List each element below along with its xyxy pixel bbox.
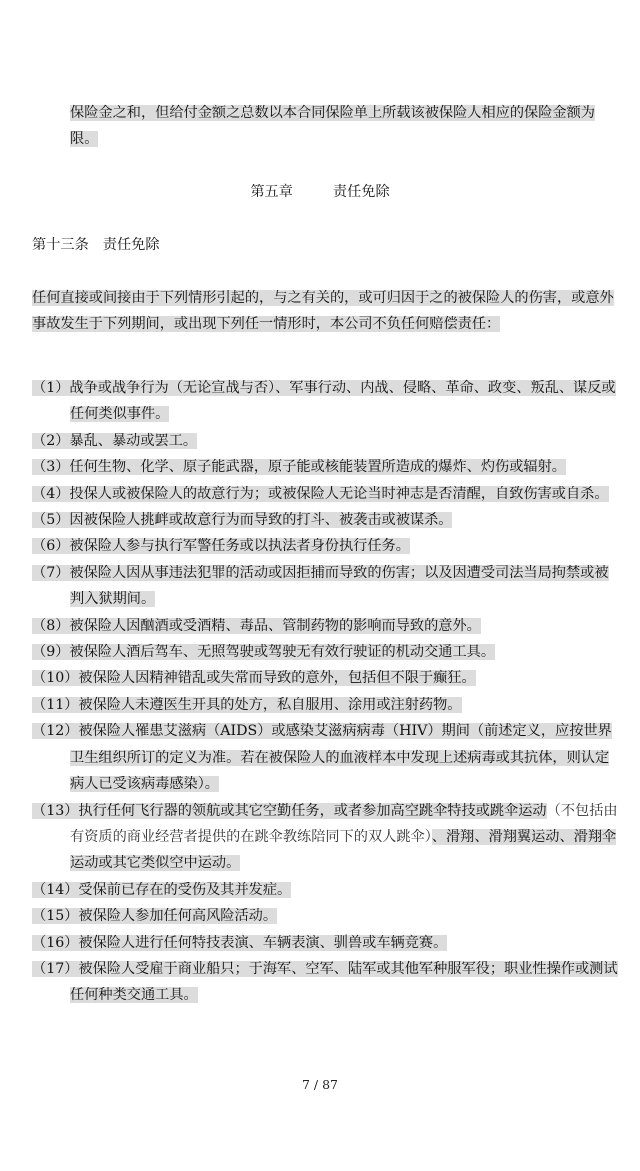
- list-item: （15）被保险人参加任何高风险活动。: [32, 908, 278, 925]
- chapter-title: 责任免除: [332, 184, 390, 200]
- list-item: （5）因被保险人挑衅或故意行为而导致的打斗、被袭击或被谋杀。: [32, 512, 453, 529]
- list-item: （8）被保险人因酗酒或受酒精、毒品、管制药物的影响而导致的意外。: [32, 617, 481, 634]
- page-number: 7 / 87: [301, 1077, 339, 1092]
- intro-paragraph: [32, 285, 616, 337]
- list-item: （2）暴乱、暴动或罢工。: [32, 432, 198, 449]
- chapter-heading: [0, 180, 640, 204]
- list-item: （1）战争或战争行为（无论宣战与否）、军事行动、内战、侵略、革命、政变、叛乱、谋反或任何类似事件。: [32, 380, 616, 423]
- list-item: （7）被保险人因从事违法犯罪的活动或因拒捕而导致的伤害；以及因遭受司法当局拘禁或被判入狱期间。: [32, 564, 609, 608]
- list-item: （9）被保险人酒后驾车、无照驾驶或驾驶无有效行驶证的机动交通工具。: [32, 644, 496, 661]
- list-item: （12）被保险人罹患艾滋病（AIDS）或感染艾滋病病毒（HIV）期间（前述定义，应按世界卫生组织所订的定义为准。若在被保险人的血液样本中发现上述病毒或其抗体，则认定病人已受该病毒感染）。: [32, 723, 612, 793]
- intro-text: 任何直接或间接由于下列情形引起的，与之有关的，或可归因于之的被保险人的伤害，或意外事故发生于下列期间，或出现下列任一情形时，本公司不负任何赔偿责任：: [32, 290, 614, 332]
- continuation-text: 保险金之和，但给付金额之总数以本合同保险单上所载该被保险人相应的保险金额为限。: [70, 105, 595, 147]
- list-item: （3）任何生物、化学、原子能武器，原子能或核能装置所造成的爆炸、灼伤或辐射。: [32, 459, 566, 476]
- continuation-paragraph: [32, 100, 616, 152]
- list-item: （10）被保险人因精神错乱或失常而导致的意外，包括但不限于癫狂。: [32, 670, 476, 687]
- list-item: （17）被保险人受雇于商业船只；于海军、空军、陆军或其他军种服军役；职业性操作或测试任何种类交通工具。: [32, 960, 618, 1004]
- list-item-note: （不包括由有资质的商业经营者提供的在跳伞教练陪同下的双人跳伞）: [70, 802, 618, 845]
- list-item: （14）受保前已存在的受伤及其并发症。: [32, 881, 292, 898]
- chapter-number: 第五章: [250, 184, 293, 200]
- exclusion-list: [32, 375, 618, 1009]
- list-item: （16）被保险人进行任何特技表演、车辆表演、驯兽或车辆竞赛。: [32, 934, 448, 951]
- list-item: （6）被保险人参与执行军警任务或以执法者身份执行任务。: [32, 538, 410, 555]
- article-heading: [32, 233, 160, 257]
- list-item: （11）被保险人未遵医生开具的处方，私自服用、涂用或注射药物。: [32, 696, 462, 713]
- article-title: 责任免除: [102, 237, 160, 253]
- list-item: （13）执行任何飞行器的领航或其它空勤任务，或者参加高空跳伞特技或跳伞运动（不包括由有资质的商业经营者提供的在跳伞教练陪同下的双人跳伞）、滑翔、滑翔翼运动、滑翔伞运动或其它类似空中运动。: [32, 802, 618, 872]
- article-number: 第十三条: [32, 237, 89, 253]
- list-item: （4）投保人或被保险人的故意行为；或被保险人无论当时神志是否清醒，自致伤害或自杀。: [32, 485, 609, 502]
